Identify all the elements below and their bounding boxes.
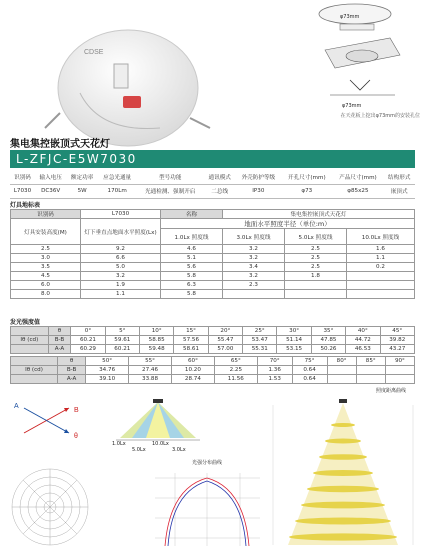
illum-cell: 5.8 — [161, 290, 223, 299]
illum-cell: 3.2 — [81, 272, 161, 281]
intensity-cell: 46.53 — [346, 345, 380, 354]
spec-header: 额定功率 — [66, 170, 97, 184]
code-label: 识别码 — [11, 210, 81, 219]
spec-header: 型号功能 — [136, 170, 204, 184]
illum-table — [10, 209, 415, 299]
beam-cone-diagram — [110, 398, 205, 453]
illum-cell: 2.5 — [285, 245, 347, 254]
sub-header: 5.0Lx 照度线 — [285, 229, 347, 245]
intensity-cell: 10° — [139, 327, 173, 336]
illum-cell — [285, 281, 347, 290]
intensity-cell: 53.15 — [277, 345, 311, 354]
intensity-label: Iθ (cd) — [11, 336, 49, 345]
spec-value: 二总线 — [204, 184, 235, 198]
vert-col-header: 灯下垂直点地面水平照度(Lx) — [81, 219, 161, 245]
product-title: 集电集控嵌顶式天花灯 — [10, 139, 110, 150]
model-banner: L-ZFJC-E5W7030 — [10, 150, 415, 168]
spec-value: 5W — [66, 184, 97, 198]
intensity-cell: 80° — [327, 357, 356, 366]
illum-cell: 3.5 — [11, 263, 81, 272]
spec-value: DC36V — [35, 184, 66, 198]
intensity-cell: 70° — [257, 357, 292, 366]
intensity-label — [11, 345, 49, 354]
intensity-cell: 35° — [311, 327, 345, 336]
axis-diagram — [14, 398, 84, 443]
illum-row — [11, 272, 415, 281]
intensity-label — [11, 327, 49, 336]
intensity-cell: 43.27 — [380, 345, 415, 354]
intensity-cell: θ — [48, 327, 71, 336]
intensity-cell: A-A — [58, 375, 86, 384]
intensity-curve-chart — [150, 468, 265, 553]
intensity-cell — [385, 375, 414, 384]
intensity-cell: 30° — [277, 327, 311, 336]
intensity-cell: 47.85 — [311, 336, 345, 345]
intensity-cell — [327, 375, 356, 384]
intensity-cell: 90° — [385, 357, 414, 366]
intensity-cell: 60.29 — [71, 345, 105, 354]
illum-cell: 6.6 — [81, 254, 161, 263]
illum-cell: 1.1 — [81, 290, 161, 299]
intensity-cell: 0° — [71, 327, 105, 336]
intensity-cell: 50.26 — [311, 345, 345, 354]
intensity-cell: 57.56 — [174, 336, 208, 345]
illum-cell: 1.9 — [81, 281, 161, 290]
intensity-cell: 59.48 — [139, 345, 173, 354]
intensity-cell — [356, 366, 385, 375]
illum-cell: 3.0 — [11, 254, 81, 263]
illum-cell: 5.1 — [161, 254, 223, 263]
radius-group-header: 地面水平照度半径（单位:m） — [161, 219, 415, 229]
intensity-cell: 58.85 — [139, 336, 173, 345]
cone-label: 10.0Lx — [152, 441, 169, 447]
cone-label: 1.0Lx — [112, 441, 126, 447]
illum-cell: 8.0 — [11, 290, 81, 299]
intensity-cell: 57.00 — [208, 345, 242, 354]
illum-cell: 5.8 — [161, 272, 223, 281]
illum-cell: 0.2 — [347, 263, 415, 272]
illum-row — [11, 290, 415, 299]
intensity-cell: 55.31 — [243, 345, 277, 354]
spec-table — [10, 170, 415, 199]
intensity-cell: 53.47 — [243, 336, 277, 345]
sub-header: 10.0Lx 照度线 — [347, 229, 415, 245]
spec-header: 结构形式 — [383, 170, 415, 184]
intensity-cell: 65° — [214, 357, 257, 366]
intensity-cell: 60.21 — [71, 336, 105, 345]
illum-cell: 1.1 — [347, 254, 415, 263]
illum-cell: 5.0 — [81, 263, 161, 272]
intensity-cell: 44.72 — [346, 336, 380, 345]
intensity-cell: 39.10 — [86, 375, 129, 384]
intensity-cell: A-A — [48, 345, 71, 354]
intensity-label — [11, 375, 58, 384]
name-value: 集电集控嵌顶式天花灯 — [223, 210, 415, 219]
illum-cell — [223, 290, 285, 299]
axis-label-theta: θ — [74, 433, 78, 440]
lux-distance-chart — [268, 397, 420, 552]
intensity-cell: 51.14 — [277, 336, 311, 345]
spec-header: 外壳防护等级 — [235, 170, 281, 184]
intensity-cell: 55° — [129, 357, 172, 366]
spec-header: 输入电压 — [35, 170, 66, 184]
intensity-cell: B-B — [48, 336, 71, 345]
spec-header: 识别码 — [10, 170, 35, 184]
intensity-row — [11, 357, 415, 366]
height-col-header: 灯具安装高度(M) — [11, 219, 81, 245]
intensity-table-1 — [10, 326, 415, 354]
intensity-cell: 20° — [208, 327, 242, 336]
sub-header: 1.0Lx 照度线 — [161, 229, 223, 245]
illum-cell: 1.6 — [347, 245, 415, 254]
intensity-cell: B-B — [58, 366, 86, 375]
illum-cell — [347, 272, 415, 281]
illum-cell: 1.8 — [285, 272, 347, 281]
illum-cell: 2.5 — [11, 245, 81, 254]
intensity-cell — [327, 366, 356, 375]
illum-cell — [347, 281, 415, 290]
code-value: L7030 — [81, 210, 161, 219]
intensity-row — [11, 327, 415, 336]
intensity-label — [11, 357, 58, 366]
sub-header: 3.0Lx 照度线 — [223, 229, 285, 245]
axis-label-a: A — [14, 403, 19, 410]
intensity-cell: 5° — [105, 327, 139, 336]
illum-cell: 3.2 — [223, 272, 285, 281]
axis-label-b: B — [74, 407, 79, 414]
intensity-cell: 10.20 — [171, 366, 214, 375]
intensity-table-2 — [10, 356, 415, 384]
cone-label: 3.0Lx — [172, 447, 186, 453]
intensity-cell: 59.61 — [105, 336, 139, 345]
intensity-cell: 55.47 — [208, 336, 242, 345]
illum-cell: 9.2 — [81, 245, 161, 254]
device-brand: CDSE — [84, 49, 104, 56]
intensity-cell: 27.46 — [129, 366, 172, 375]
intensity-cell: 15° — [174, 327, 208, 336]
intensity-row — [11, 336, 415, 345]
spec-value: IP30 — [235, 184, 281, 198]
top-dim-label: φ73mm — [340, 14, 360, 20]
intensity-cell: 0.64 — [292, 366, 327, 375]
intensity-cell: 0.64 — [292, 375, 327, 384]
illum-cell — [347, 290, 415, 299]
cone-label: 5.0Lx — [132, 447, 146, 453]
illum-row — [11, 245, 415, 254]
spec-header: 通讯模式 — [204, 170, 235, 184]
intensity-cell: 85° — [356, 357, 385, 366]
spec-value: 嵌顶式 — [383, 184, 415, 198]
intensity-cell — [356, 375, 385, 384]
intensity-cell: 40° — [346, 327, 380, 336]
illum-cell: 3.2 — [223, 254, 285, 263]
intensity-cell: 1.36 — [257, 366, 292, 375]
intensity-cell: 50° — [86, 357, 129, 366]
polar-diagram — [10, 462, 90, 552]
intensity-cell: 58.61 — [174, 345, 208, 354]
spec-value: φ85x25 — [332, 184, 383, 198]
illum-cell: 5.6 — [161, 263, 223, 272]
illum-cell — [285, 290, 347, 299]
illum-cell: 6.3 — [161, 281, 223, 290]
intensity-cell: 60.21 — [105, 345, 139, 354]
hole-note: 在天花板上挖出φ73mm的安装孔位 — [340, 113, 420, 119]
illum-row — [11, 254, 415, 263]
intensity-cell: 60° — [171, 357, 214, 366]
spec-value: L7030 — [10, 184, 35, 198]
lux-title: 照度距离曲线 — [376, 388, 407, 394]
bottom-dim-label: φ73mm — [342, 103, 362, 109]
illum-row — [11, 281, 415, 290]
name-label: 名称 — [161, 210, 223, 219]
intensity-cell: 33.88 — [129, 375, 172, 384]
illum-cell: 4.5 — [11, 272, 81, 281]
illum-cell: 2.3 — [223, 281, 285, 290]
intensity-cell: 25° — [243, 327, 277, 336]
intensity-cell: 75° — [292, 357, 327, 366]
spec-header: 产品尺寸(mm) — [332, 170, 383, 184]
illum-cell: 3.2 — [223, 245, 285, 254]
intensity-row — [11, 366, 415, 375]
intensity-cell: 34.76 — [86, 366, 129, 375]
illum-cell: 4.6 — [161, 245, 223, 254]
illum-cell: 6.0 — [11, 281, 81, 290]
illum-cell: 2.5 — [285, 254, 347, 263]
illum-cell: 3.4 — [223, 263, 285, 272]
intensity-label: Iθ (cd) — [11, 366, 58, 375]
intensity-cell — [385, 366, 414, 375]
spec-header: 应急光通量 — [98, 170, 137, 184]
spec-value: 光通检测、强制开启 — [136, 184, 204, 198]
intensity-row — [11, 375, 415, 384]
spec-value: φ73 — [281, 184, 332, 198]
curve-title: 光强分布曲线 — [192, 460, 223, 466]
product-photo — [40, 18, 220, 148]
intensity-row — [11, 345, 415, 354]
intensity-cell: 1.53 — [257, 375, 292, 384]
intensity-cell: 2.25 — [214, 366, 257, 375]
illum-section-title: 灯具地标表 — [10, 202, 41, 209]
illum-cell: 2.5 — [285, 263, 347, 272]
intensity-cell: 28.74 — [171, 375, 214, 384]
intensity-cell: 45° — [380, 327, 415, 336]
intensity-cell: θ — [58, 357, 86, 366]
spec-header: 开孔尺寸(mm) — [281, 170, 332, 184]
spec-value: 170Lm — [98, 184, 137, 198]
intensity-cell: 39.82 — [380, 336, 415, 345]
dimension-drawing — [300, 0, 420, 132]
light-section-title: 发光强度值 — [10, 319, 41, 326]
illum-row — [11, 263, 415, 272]
intensity-cell: 11.56 — [214, 375, 257, 384]
